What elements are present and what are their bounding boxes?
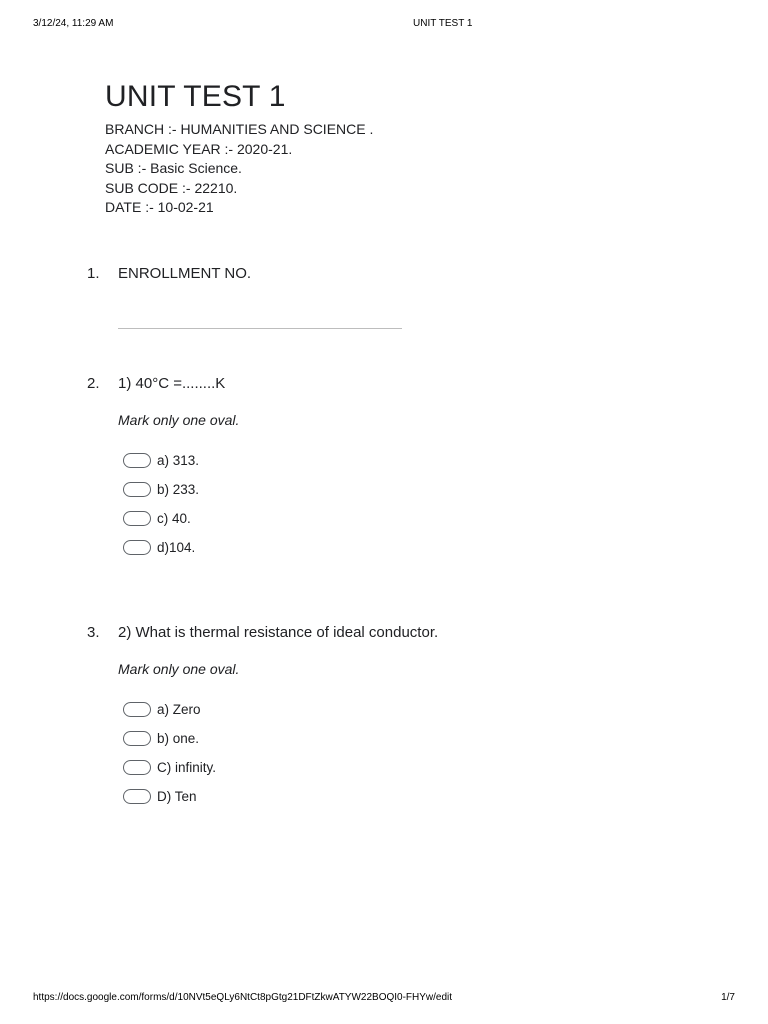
option-label: c) 40. bbox=[157, 511, 191, 526]
page-number: 1/7 bbox=[721, 992, 735, 1003]
question-1 bbox=[87, 265, 687, 335]
print-footer bbox=[33, 992, 735, 1006]
question-2 bbox=[87, 375, 687, 565]
radio-oval[interactable] bbox=[123, 702, 151, 717]
print-timestamp: 3/12/24, 11:29 AM bbox=[33, 18, 114, 29]
print-url: https://docs.google.com/forms/d/10NVt5eQLy6NtCt8pGtg21DFtZkwATYW22BOQI0-FHYw/edit bbox=[33, 992, 453, 1003]
question-number: 1. bbox=[87, 265, 100, 282]
option-label: b) one. bbox=[157, 731, 200, 746]
print-page-title: UNIT TEST 1 bbox=[413, 18, 473, 29]
option-label: d)104. bbox=[157, 540, 196, 555]
radio-oval[interactable] bbox=[123, 511, 151, 526]
description-date: DATE :- 10-02-21 bbox=[105, 199, 214, 215]
option-label: a) Zero bbox=[157, 702, 201, 717]
radio-oval[interactable] bbox=[123, 453, 151, 468]
question-number: 3. bbox=[87, 624, 100, 641]
option-label: D) Ten bbox=[157, 789, 197, 804]
question-hint: Mark only one oval. bbox=[118, 412, 240, 428]
option-label: a) 313. bbox=[157, 453, 200, 468]
question-3 bbox=[87, 624, 687, 814]
option-label: b) 233. bbox=[157, 482, 200, 497]
question-text: 1) 40°C =........K bbox=[118, 375, 226, 392]
description-branch: BRANCH :- HUMANITIES AND SCIENCE . bbox=[105, 121, 374, 137]
form-description bbox=[105, 120, 373, 218]
description-subject-code: SUB CODE :- 22210. bbox=[105, 179, 238, 196]
question-text: 2) What is thermal resistance of ideal conductor. bbox=[118, 624, 439, 641]
print-header bbox=[33, 18, 735, 32]
enrollment-answer-field[interactable] bbox=[118, 328, 402, 329]
question-number: 2. bbox=[87, 375, 100, 392]
radio-oval[interactable] bbox=[123, 789, 151, 804]
radio-oval[interactable] bbox=[123, 482, 151, 497]
radio-oval[interactable] bbox=[123, 540, 151, 555]
question-text: ENROLLMENT NO. bbox=[118, 265, 252, 282]
option-label: C) infinity. bbox=[157, 760, 217, 775]
radio-oval[interactable] bbox=[123, 760, 151, 775]
form-title: UNIT TEST 1 bbox=[105, 80, 286, 113]
radio-oval[interactable] bbox=[123, 731, 151, 746]
description-subject: SUB :- Basic Science. bbox=[105, 160, 242, 176]
description-academic-year: ACADEMIC YEAR :- 2020-21. bbox=[105, 140, 293, 157]
question-hint: Mark only one oval. bbox=[118, 661, 240, 677]
